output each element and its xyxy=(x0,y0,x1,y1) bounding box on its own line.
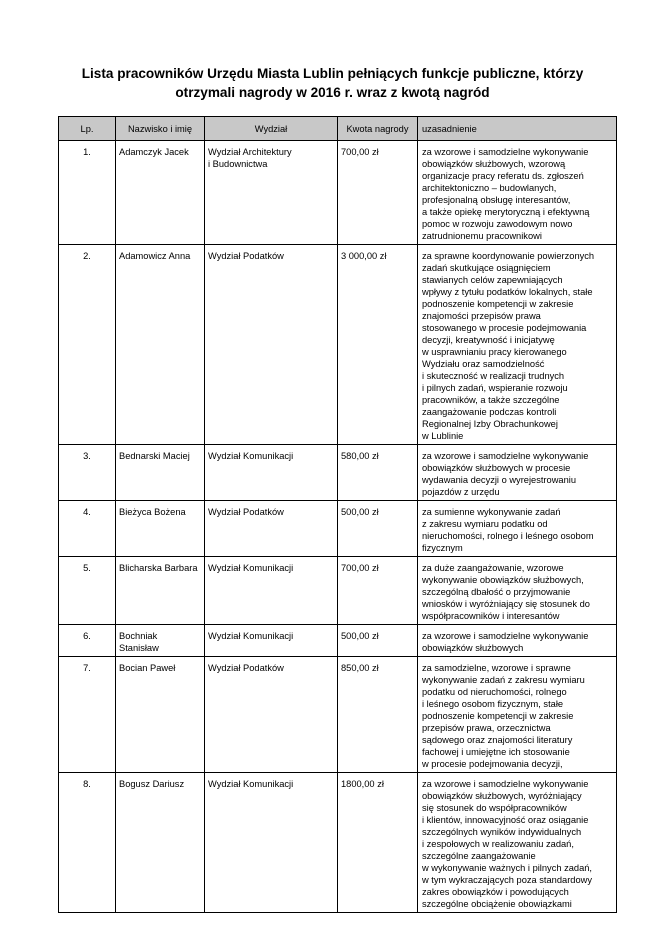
cell-name: Bieżyca Bożena xyxy=(116,501,205,557)
title-line-1: Lista pracowników Urzędu Miasta Lublin pełniących funkcje publiczne, którzy xyxy=(81,66,584,81)
cell-dept: Wydział Komunikacji xyxy=(205,625,338,657)
cell-amount: 850,00 zł xyxy=(338,657,418,773)
cell-dept: Wydział Podatków xyxy=(205,501,338,557)
cell-lp: 6. xyxy=(59,625,116,657)
cell-dept: Wydział Komunikacji xyxy=(205,445,338,501)
awards-table xyxy=(58,116,617,913)
table-row xyxy=(59,141,617,245)
cell-dept: Wydział Podatków xyxy=(205,245,338,445)
table-row xyxy=(59,557,617,625)
cell-amount: 700,00 zł xyxy=(338,141,418,245)
cell-amount: 1800,00 zł xyxy=(338,773,418,913)
table-row xyxy=(59,625,617,657)
cell-reason: za wzorowe i samodzielne wykonywanie obowiązków służbowych, wzorową organizacje pracy referatu ds. zgłoszeń architektoniczno – budowlanych, profesjonalną obsługę interesantów, a także opiekę merytoryczną i efektywną pomoc w rozwoju zawodowym nowo zatrudnionemu pracownikowi xyxy=(418,141,617,245)
cell-name: Blicharska Barbara xyxy=(116,557,205,625)
cell-lp: 8. xyxy=(59,773,116,913)
cell-dept: Wydział Komunikacji xyxy=(205,773,338,913)
cell-reason: za wzorowe i samodzielne wykonywanie obowiązków służbowych w procesie wydawania decyzji o wyrejestrowaniu pojazdów z urzędu xyxy=(418,445,617,501)
cell-name: Adamczyk Jacek xyxy=(116,141,205,245)
table-row xyxy=(59,773,617,913)
table-row xyxy=(59,657,617,773)
table-row xyxy=(59,245,617,445)
header-name: Nazwisko i imię xyxy=(116,117,205,141)
cell-name: Adamowicz Anna xyxy=(116,245,205,445)
cell-dept: Wydział Podatków xyxy=(205,657,338,773)
cell-reason: za wzorowe i samodzielne wykonywanie obowiązków służbowych xyxy=(418,625,617,657)
header-amount: Kwota nagrody xyxy=(338,117,418,141)
table-row xyxy=(59,501,617,557)
cell-lp: 3. xyxy=(59,445,116,501)
cell-amount: 580,00 zł xyxy=(338,445,418,501)
table-row xyxy=(59,445,617,501)
cell-reason: za sumienne wykonywanie zadań z zakresu wymiaru podatku od nieruchomości, rolnego i leśnego osobom fizycznym xyxy=(418,501,617,557)
cell-amount: 3 000,00 zł xyxy=(338,245,418,445)
cell-amount: 500,00 zł xyxy=(338,501,418,557)
cell-name: Bocian Paweł xyxy=(116,657,205,773)
cell-lp: 5. xyxy=(59,557,116,625)
cell-reason: za sprawne koordynowanie powierzonych zadań skutkujące osiągnięciem stawianych celów zapewniających wpływy z tytułu podatków lokalnych, stałe podnoszenie kompetencji w zakresie znajomości przepisów prawa stosowanego w procesie podejmowania decyzji, kreatywność i inicjatywę w usprawnianiu pracy kierowanego Wydziału oraz samodzielność i skuteczność w realizacji trudnych i pilnych zadań, wspieranie rozwoju pracowników, a także szczególne zaangażowanie podczas kontroli Regionalnej Izby Obrachunkowej w Lublinie xyxy=(418,245,617,445)
header-lp: Lp. xyxy=(59,117,116,141)
cell-name: Bogusz Dariusz xyxy=(116,773,205,913)
cell-reason: za wzorowe i samodzielne wykonywanie obowiązków służbowych, wyróżniający się stosunek do współpracowników i klientów, innowacyjność oraz osiąganie szczególnych wyników indywidualnych i zespołowych w realizowaniu zadań, szczególne zaangażowanie w wykonywanie ważnych i pilnych zadań, w tym wykraczających poza standardowy zakres obowiązków i powodujących szczególne obciążenie obowiązkami xyxy=(418,773,617,913)
cell-name: Bochniak Stanisław xyxy=(116,625,205,657)
cell-lp: 2. xyxy=(59,245,116,445)
cell-dept: Wydział Komunikacji xyxy=(205,557,338,625)
header-dept: Wydział xyxy=(205,117,338,141)
title-line-2: otrzymali nagrody w 2016 r. wraz z kwotą nagród xyxy=(175,85,490,100)
cell-lp: 7. xyxy=(59,657,116,773)
cell-lp: 4. xyxy=(59,501,116,557)
cell-amount: 700,00 zł xyxy=(338,557,418,625)
cell-reason: za samodzielne, wzorowe i sprawne wykonywanie zadań z zakresu wymiaru podatku od nieruchomości, rolnego i leśnego osobom fizycznym, stałe podnoszenie kompetencji w zakresie przepisów prawa, orzecznictwa sądowego oraz znajomości literatury fachowej i umiejętne ich stosowanie w procesie podejmowania decyzji, xyxy=(418,657,617,773)
page-title xyxy=(40,64,625,102)
cell-name: Bednarski Maciej xyxy=(116,445,205,501)
cell-reason: za duże zaangażowanie, wzorowe wykonywanie obowiązków służbowych, szczególną dbałość o przyjmowanie wniosków i wyróżniający się stosunek do współpracowników i interesantów xyxy=(418,557,617,625)
header-reason: uzasadnienie xyxy=(418,117,617,141)
cell-lp: 1. xyxy=(59,141,116,245)
table-header-row xyxy=(59,117,617,141)
cell-dept: Wydział Architektury i Budownictwa xyxy=(205,141,338,245)
cell-amount: 500,00 zł xyxy=(338,625,418,657)
